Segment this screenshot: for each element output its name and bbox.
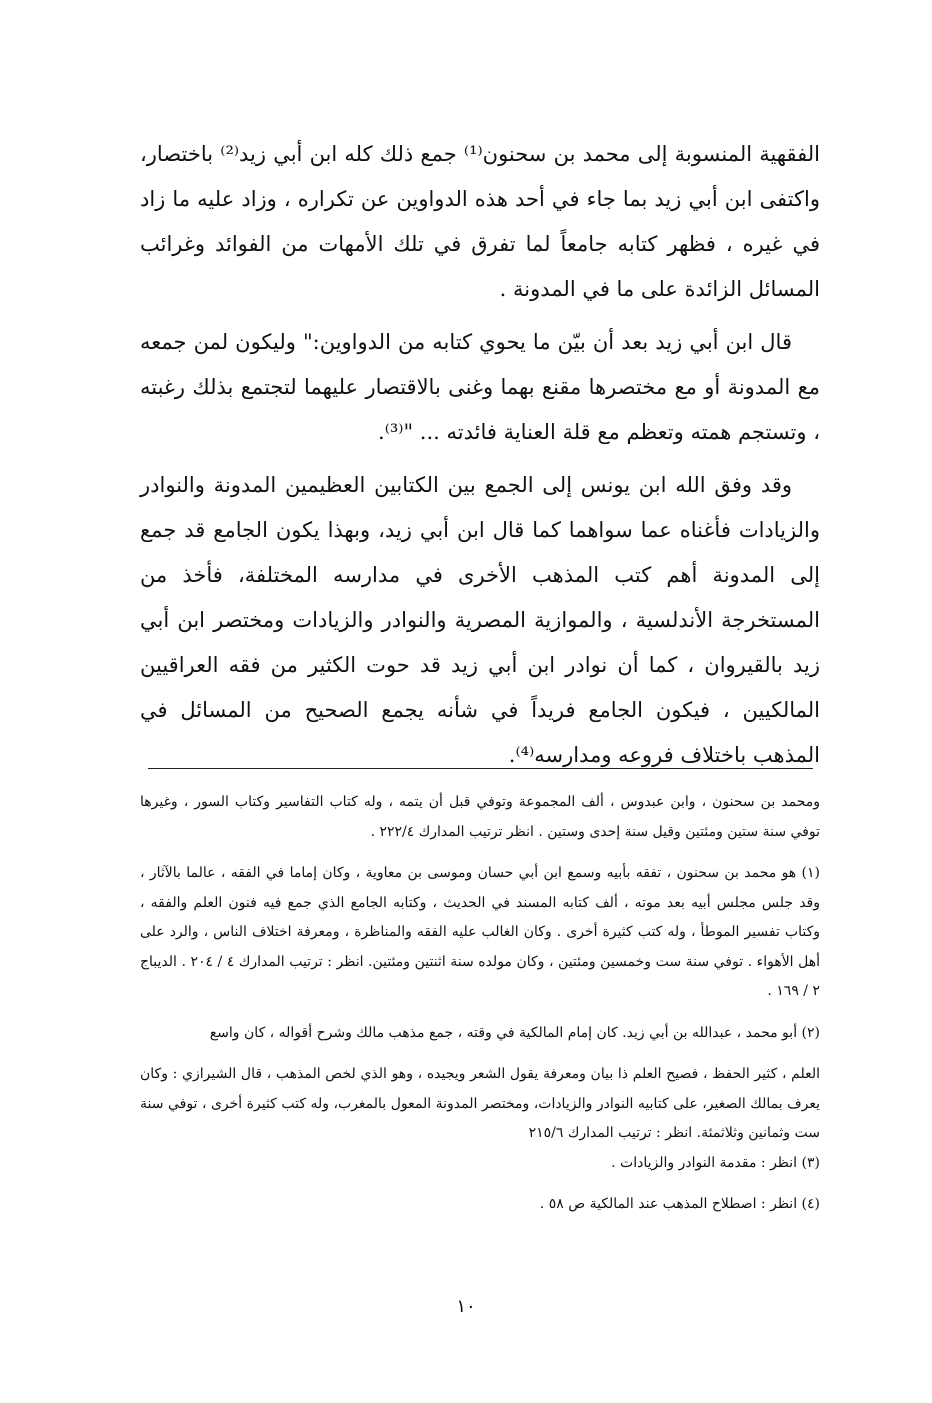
paragraph-1: الفقهية المنسوبة إلى محمد بن سحنون⁽¹⁾ جمع ذلك كله ابن أبي زيد⁽²⁾ باختصار، واكتفى ابن أبي زيد بما جاء في أحد هذه الدواوين عن تكراره ، وزاد عليه ما زاد في غيره ، فظهر كتابه جامعاً لما تفرق في تلك الأمهات من الفوائد وغرائب المسائل الزائدة على ما في المدونة . (140, 142, 820, 301)
page-number: ١٠ (456, 1296, 476, 1317)
footnote-continuation: ومحمد بن سحنون ، وابن عبدوس ، ألف المجموعة وتوفي قبل أن يتمه ، وله كتاب التفاسير وكتاب السور ، وغيرها توفي سنة ستين ومئتين وقيل سنة إحدى وستين . انظر ترتيب المدارك ٢٢٢/٤ . (140, 794, 820, 840)
footnote-2-part-2: العلم ، كثير الحفظ ، فصيح العلم ذا بيان ومعرفة يقول الشعر ويجيده ، وهو الذي لخص المذهب ، قال الشيرازي : وكان يعرف بمالك الصغير، على كتابيه النوادر والزيادات، ومختصر المدونة المعول بالمغرب، وله كتب كثيرة أخرى ، توفي سنة ست وثمانين وثلاثمئة. انظر : ترتيب المدارك ٢١٥/٦ (140, 1066, 820, 1141)
footnote-separator (148, 768, 813, 769)
footnote-1: (١) هو محمد بن سحنون ، تفقه بأبيه وسمع ابن أبي حسان وموسى بن معاوية ، وكان إماما في الفقه ، عالما بالآثار ، وقد جلس مجلس أبيه بعد موته ، ألف كتابه المسند في الحديث ، وكتابه الجامع الذي جمع فيه فنون العلم والفقه ، وكتاب تفسير الموطأ ، وله كتب كثيرة أخرى . وكان الغالب عليه الفقه والمناظرة ، ومعرفة اختلاف الناس ، والرد على أهل الأهواء . توفي سنة ست وخمسين ومئتين ، وكان مولده سنة اثنتين ومئتين. انظر : ترتيب المدارك ٤ / ٢٠٤ . الديباج ٢ / ١٦٩ . (140, 865, 820, 999)
paragraph-2: قال ابن أبي زيد بعد أن بيّن ما يحوي كتابه من الدواوين:" وليكون لمن جمعه مع المدونة أو مع مختصرها مقنع بهما وغنى بالاقتصار عليهما لتجتمع بذلك رغبته ، وتستجم همته وتعظم مع قلة العناية فائدته ... "⁽³⁾. (140, 330, 820, 444)
footnotes (140, 788, 820, 1220)
footnote-4: (٤) انظر : اصطلاح المذهب عند المالكية ص ٥٨ . (539, 1196, 820, 1212)
main-text (140, 132, 820, 786)
footnote-2-part-1: (٢) أبو محمد ، عبدالله بن أبي زيد. كان إمام المالكية في وقته ، جمع مذهب مالك وشرح أقواله ، كان واسع (209, 1024, 820, 1041)
paragraph-3: وقد وفق الله ابن يونس إلى الجمع بين الكتابين العظيمين المدونة والنوادر والزيادات فأغناه عما سواهما كما قال ابن أبي زيد، وبهذا يكون الجامع قد جمع إلى المدونة أهم كتب المذهب الأخرى في مدارسه المختلفة، فأخذ من المستخرجة الأندلسية ، والموازية المصرية والنوادر والزيادات ومختصر ابن أبي زيد بالقيروان ، كما أن نوادر ابن أبي زيد قد حوت الكثير من فقه العراقيين المالكيين ، فيكون الجامع فريداً في شأنه يجمع الصحيح من المسائل في المذهب باختلاف فروعه ومدارسه⁽⁴⁾. (140, 473, 820, 767)
footnote-3: (٣) انظر : مقدمة النوادر والزيادات . (611, 1154, 820, 1171)
